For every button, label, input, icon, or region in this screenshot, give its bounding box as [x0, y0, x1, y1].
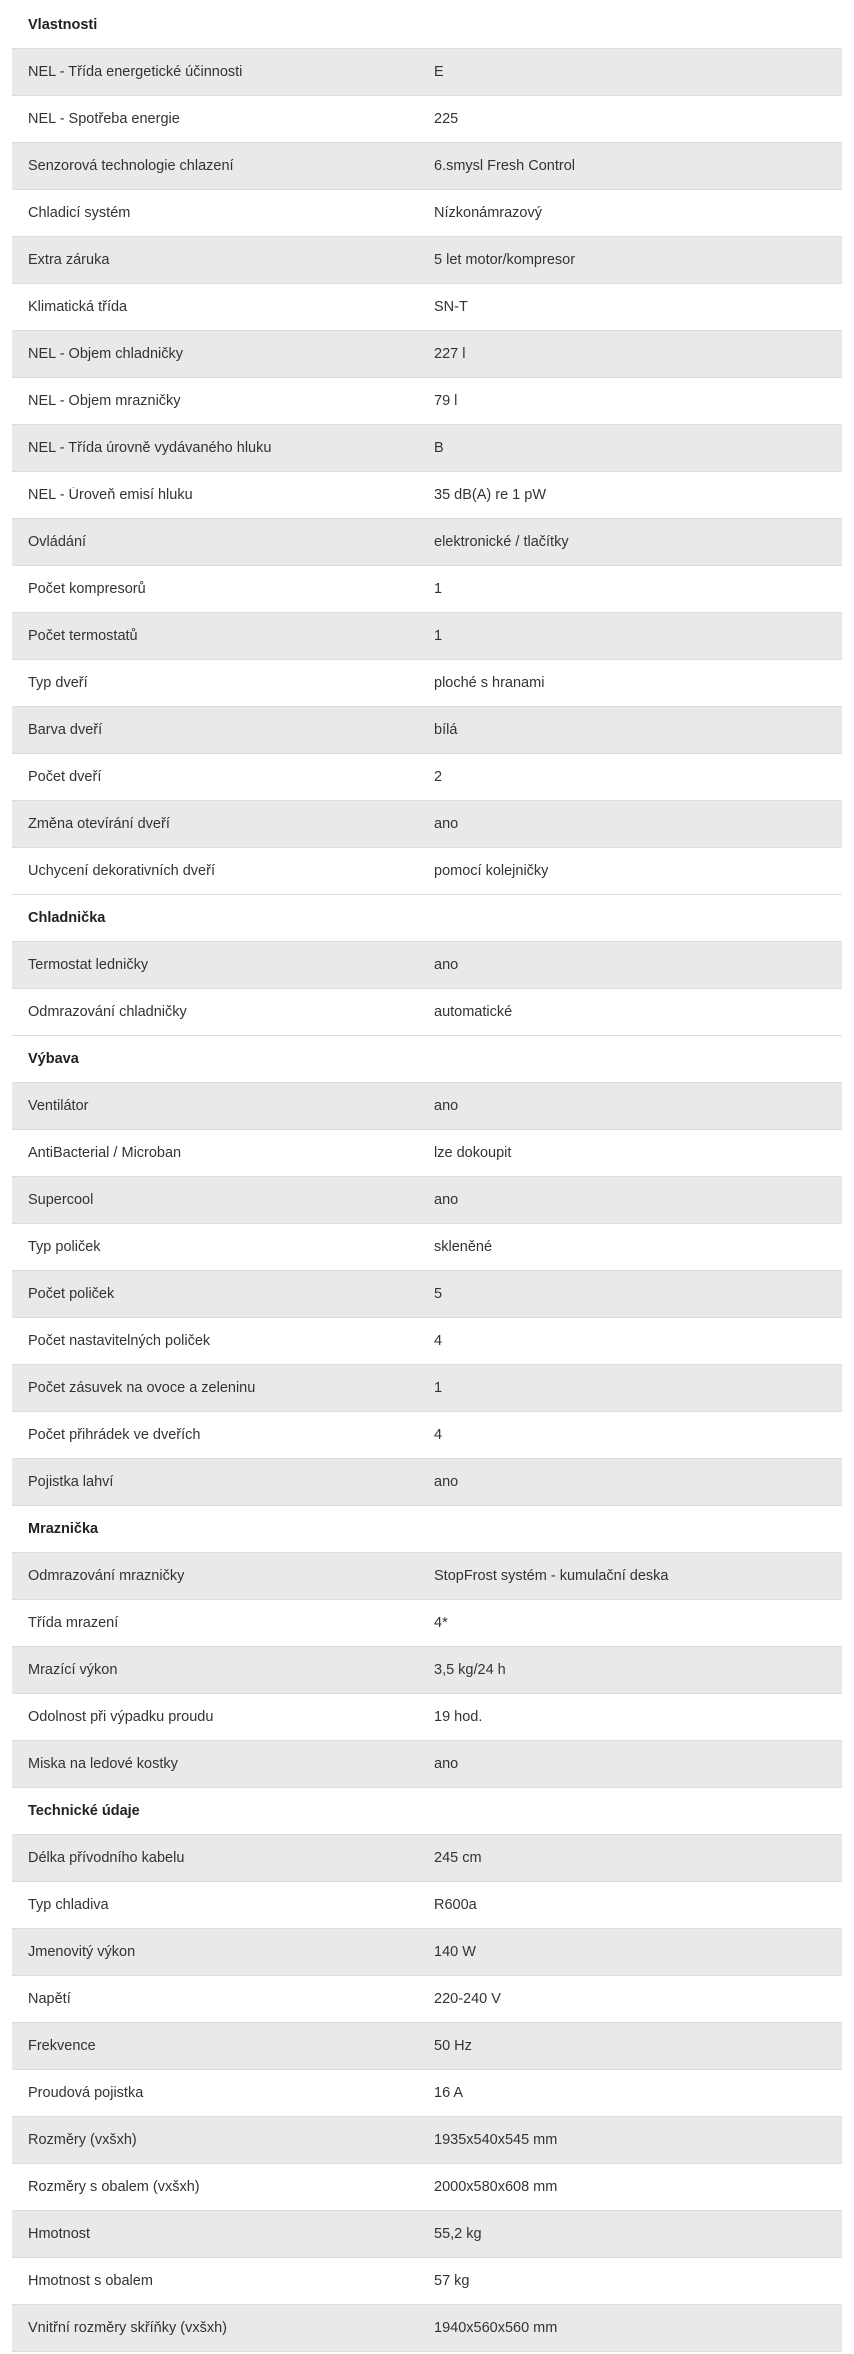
spec-value: ano [434, 957, 459, 973]
spec-label: Napětí [28, 1991, 71, 2007]
spec-row [12, 989, 842, 1036]
spec-value: skleněné [434, 1239, 493, 1255]
spec-value: 1935x540x545 mm [434, 2132, 558, 2148]
spec-row [12, 1083, 842, 1130]
spec-row [12, 1976, 842, 2023]
spec-value: 4 [434, 1333, 443, 1349]
spec-row [12, 1177, 842, 1224]
spec-row [12, 2258, 842, 2305]
spec-label: Uchycení dekorativních dveří [28, 863, 215, 879]
spec-row [12, 2211, 842, 2258]
spec-value: 245 cm [434, 1850, 482, 1866]
spec-value: 4* [434, 1615, 448, 1631]
spec-row [12, 49, 842, 96]
spec-label: Mrazící výkon [28, 1662, 118, 1678]
spec-row [12, 1647, 842, 1694]
spec-label: NEL - Třída úrovně vydávaného hluku [28, 440, 272, 456]
spec-label: Délka přívodního kabelu [28, 1850, 185, 1866]
spec-value: ano [434, 1756, 459, 1772]
spec-value: 55,2 kg [434, 2226, 482, 2242]
spec-row [12, 2070, 842, 2117]
spec-label: Typ poliček [28, 1239, 101, 1255]
spec-label: Typ dveří [28, 675, 88, 691]
spec-label: Odmrazování mrazničky [28, 1568, 185, 1584]
spec-row [12, 378, 842, 425]
spec-value: automatické [434, 1004, 513, 1020]
spec-row [12, 707, 842, 754]
spec-value: R600a [434, 1897, 477, 1913]
spec-row [12, 519, 842, 566]
spec-value: ploché s hranami [434, 675, 545, 691]
spec-row [12, 942, 842, 989]
spec-value: 225 [434, 111, 459, 127]
spec-row [12, 848, 842, 895]
spec-row [12, 1600, 842, 1647]
spec-row [12, 425, 842, 472]
spec-label: Počet poliček [28, 1286, 115, 1302]
spec-label: Termostat ledničky [28, 957, 149, 973]
spec-label: NEL - Třída energetické účinnosti [28, 64, 243, 80]
spec-label: Počet přihrádek ve dveřích [28, 1427, 201, 1443]
spec-value: 1 [434, 581, 443, 597]
spec-value: ano [434, 1474, 459, 1490]
spec-label: NEL - Úroveň emisí hluku [28, 487, 193, 503]
spec-row [12, 331, 842, 378]
spec-value: ano [434, 1098, 459, 1114]
section-heading [12, 895, 842, 942]
spec-label: AntiBacterial / Microban [28, 1145, 182, 1161]
spec-row [12, 660, 842, 707]
spec-row [12, 1412, 842, 1459]
spec-value: pomocí kolejničky [434, 863, 549, 879]
spec-value: 16 A [434, 2085, 464, 2101]
spec-row [12, 1882, 842, 1929]
spec-label: NEL - Objem chladničky [28, 346, 183, 362]
spec-value: ano [434, 816, 459, 832]
spec-value: lze dokoupit [434, 1145, 512, 1161]
section-heading-label: Mraznička [28, 1521, 99, 1537]
spec-value: bílá [434, 722, 458, 738]
spec-label: Ovládání [28, 534, 87, 550]
section-heading [12, 1036, 842, 1083]
spec-label: Hmotnost s obalem [28, 2273, 153, 2289]
spec-value: Nízkonámrazový [434, 205, 542, 221]
spec-label: Počet kompresorů [28, 581, 146, 597]
spec-label: Počet zásuvek na ovoce a zeleninu [28, 1380, 256, 1396]
spec-label: Barva dveří [28, 722, 103, 738]
spec-value: 220-240 V [434, 1991, 501, 2007]
spec-label: Pojistka lahví [28, 1474, 114, 1490]
spec-label: Vnitřní rozměry skříňky (vxšxh) [28, 2320, 227, 2336]
spec-label: NEL - Spotřeba energie [28, 111, 180, 127]
spec-label: Ventilátor [28, 1098, 89, 1114]
spec-value: 2 [434, 769, 443, 785]
spec-row [12, 1224, 842, 1271]
spec-label: Supercool [28, 1192, 94, 1208]
section-heading-label: Vlastnosti [28, 17, 98, 33]
spec-label: Klimatická třída [28, 299, 128, 315]
spec-value: 79 l [434, 393, 458, 409]
spec-label: Odolnost při výpadku proudu [28, 1709, 214, 1725]
spec-table [12, 2, 842, 2352]
spec-row [12, 801, 842, 848]
spec-value: 3,5 kg/24 h [434, 1662, 506, 1678]
spec-row [12, 1130, 842, 1177]
spec-value: 19 hod. [434, 1709, 483, 1725]
spec-row [12, 237, 842, 284]
section-heading [12, 1506, 842, 1553]
spec-label: Senzorová technologie chlazení [28, 158, 234, 174]
spec-value: 50 Hz [434, 2038, 472, 2054]
spec-value: E [434, 64, 444, 80]
spec-row [12, 2164, 842, 2211]
spec-label: Rozměry (vxšxh) [28, 2132, 137, 2148]
spec-row [12, 284, 842, 331]
spec-value: 1 [434, 628, 443, 644]
spec-label: Rozměry s obalem (vxšxh) [28, 2179, 200, 2195]
spec-label: Extra záruka [28, 252, 110, 268]
spec-row [12, 2023, 842, 2070]
spec-value: 35 dB(A) re 1 pW [434, 487, 547, 503]
spec-value: B [434, 440, 444, 456]
section-heading-label: Výbava [28, 1051, 79, 1067]
spec-row [12, 613, 842, 660]
spec-label: Proudová pojistka [28, 2085, 144, 2101]
spec-label: Odmrazování chladničky [28, 1004, 187, 1020]
spec-value: 57 kg [434, 2273, 470, 2289]
section-heading [12, 1788, 842, 1835]
spec-value: ano [434, 1192, 459, 1208]
spec-value: elektronické / tlačítky [434, 534, 569, 550]
section-heading-label: Chladnička [28, 910, 106, 926]
spec-row [12, 1271, 842, 1318]
spec-row [12, 2305, 842, 2352]
spec-label: Typ chladiva [28, 1897, 109, 1913]
spec-label: Jmenovitý výkon [28, 1944, 136, 1960]
section-heading-label: Technické údaje [28, 1803, 140, 1819]
spec-row [12, 1835, 842, 1882]
spec-label: Změna otevírání dveří [28, 816, 170, 832]
spec-value: 5 let motor/kompresor [434, 252, 576, 268]
spec-label: Hmotnost [28, 2226, 91, 2242]
spec-value: 2000x580x608 mm [434, 2179, 558, 2195]
spec-row [12, 1365, 842, 1412]
spec-row [12, 472, 842, 519]
spec-value: 1 [434, 1380, 443, 1396]
spec-row [12, 190, 842, 237]
spec-row [12, 1694, 842, 1741]
spec-label: Chladicí systém [28, 205, 131, 221]
spec-row [12, 1741, 842, 1788]
spec-row [12, 754, 842, 801]
spec-value: StopFrost systém - kumulační deska [434, 1568, 669, 1584]
spec-row [12, 1318, 842, 1365]
section-heading [12, 2, 842, 49]
spec-value: 5 [434, 1286, 443, 1302]
spec-row [12, 2117, 842, 2164]
spec-row [12, 1929, 842, 1976]
spec-label: Třída mrazení [28, 1615, 119, 1631]
spec-row [12, 1553, 842, 1600]
spec-value: 6.smysl Fresh Control [434, 158, 576, 174]
spec-row [12, 566, 842, 613]
spec-value: SN-T [434, 299, 468, 315]
spec-label: Počet termostatů [28, 628, 138, 644]
spec-label: Počet dveří [28, 769, 102, 785]
spec-label: Počet nastavitelných poliček [28, 1333, 211, 1349]
spec-value: 1940x560x560 mm [434, 2320, 558, 2336]
spec-value: 140 W [434, 1944, 476, 1960]
spec-row [12, 96, 842, 143]
spec-value: 4 [434, 1427, 443, 1443]
spec-row [12, 143, 842, 190]
spec-label: Frekvence [28, 2038, 96, 2054]
spec-label: Miska na ledové kostky [28, 1756, 178, 1772]
spec-value: 227 l [434, 346, 466, 362]
spec-label: NEL - Objem mrazničky [28, 393, 181, 409]
spec-row [12, 1459, 842, 1506]
